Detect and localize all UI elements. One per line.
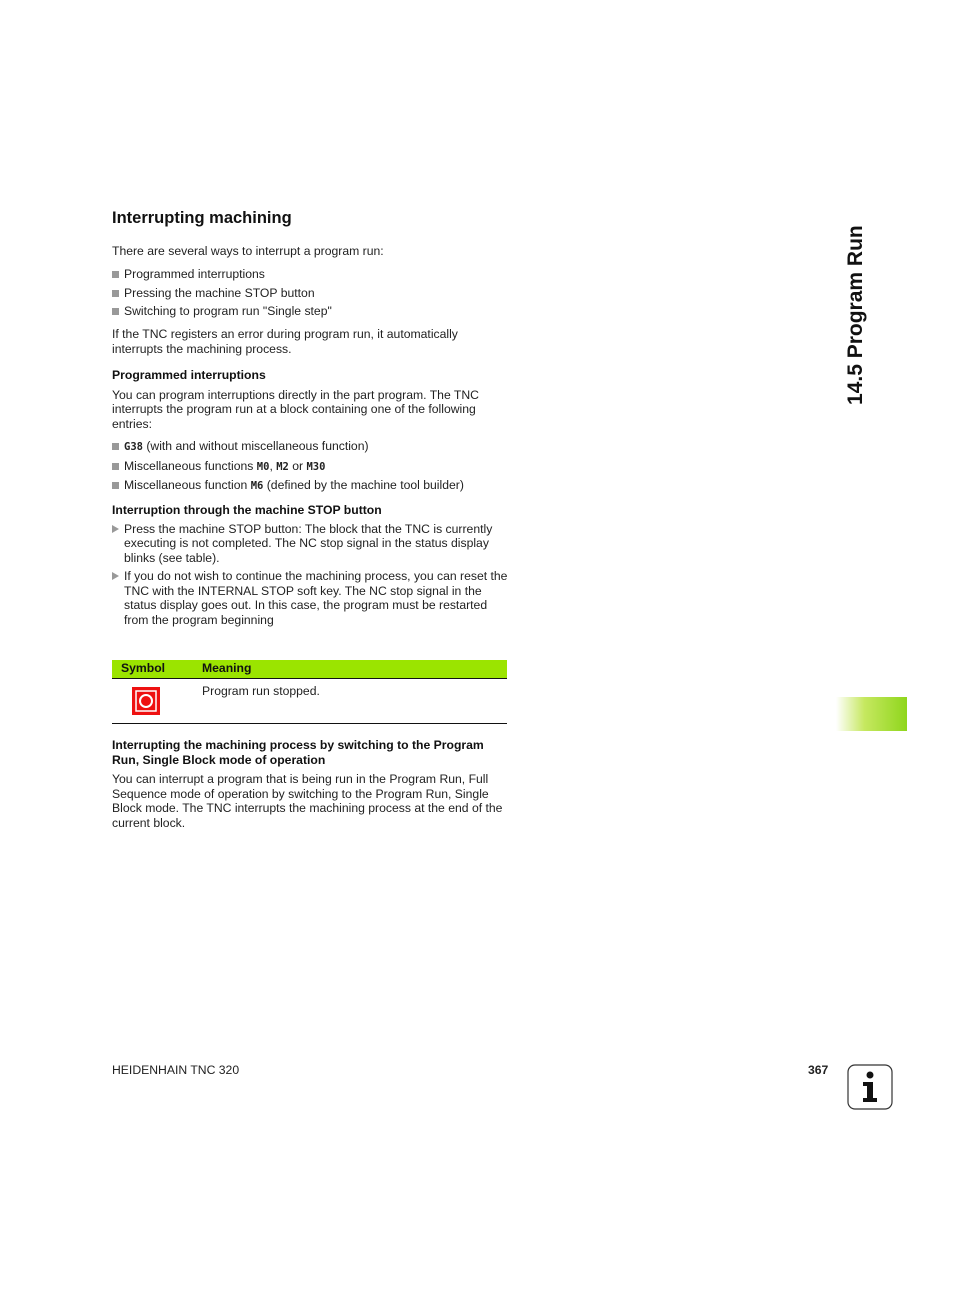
subheading: Programmed interruptions (112, 368, 266, 382)
list-item: Press the machine STOP button: The block that the TNC is currently executing is not completed. The NC stop signal in the status display blinks (see table). (112, 522, 508, 566)
paragraph: You can program interruptions directly in the part program. The TNC interrupts the program run at a block containing one of the following entries: (112, 387, 479, 431)
subheading: Interrupting the machining process by switching to the Program Run, Single Block mode of operation (112, 738, 484, 767)
section-title: Interrupting machining (112, 209, 292, 227)
chapter-title: 14.5 Program Run (844, 225, 867, 405)
symbol-table (112, 660, 507, 724)
table-header: Symbol Meaning (112, 660, 507, 679)
intro: There are several ways to interrupt a program run: (112, 244, 384, 258)
list-item: Miscellaneous functions M0, M2 or M30 (112, 459, 508, 475)
meaning-cell: Program run stopped. (202, 684, 320, 698)
single-section (112, 738, 508, 830)
ways-list (112, 267, 508, 323)
chapter-tab (836, 697, 907, 731)
footer-product: HEIDENHAIN TNC 320 (112, 1063, 240, 1077)
list-item: Programmed interruptions (112, 267, 508, 282)
subheading: Interruption through the machine STOP button (112, 503, 382, 517)
page-number: 367 (808, 1063, 829, 1077)
prog-section (112, 368, 508, 498)
paragraph: You can interrupt a program that is being run in the Program Run, Full Sequence mode of operation by switching to the Program Run, Single Block mode. The TNC interrupts the machining process at the end of the current block. (112, 772, 503, 830)
nc-stop-icon (132, 687, 160, 715)
list-item: Pressing the machine STOP button (112, 286, 508, 301)
table-row (112, 679, 507, 724)
list-item: G38 (with and without miscellaneous function) (112, 439, 508, 455)
list-item: Miscellaneous function M6 (defined by the machine tool builder) (112, 478, 508, 494)
list-item: Switching to program run "Single step" (112, 304, 508, 319)
stop-section (112, 503, 508, 631)
error-para: If the TNC registers an error during program run, it automatically interrupts the machining process. (112, 327, 458, 356)
info-icon (847, 1064, 893, 1110)
list-item: If you do not wish to continue the machining process, you can reset the TNC with the INTERNAL STOP soft key. The NC stop signal in the status display goes out. In this case, the program must be restarted from the program beginning (112, 569, 508, 627)
